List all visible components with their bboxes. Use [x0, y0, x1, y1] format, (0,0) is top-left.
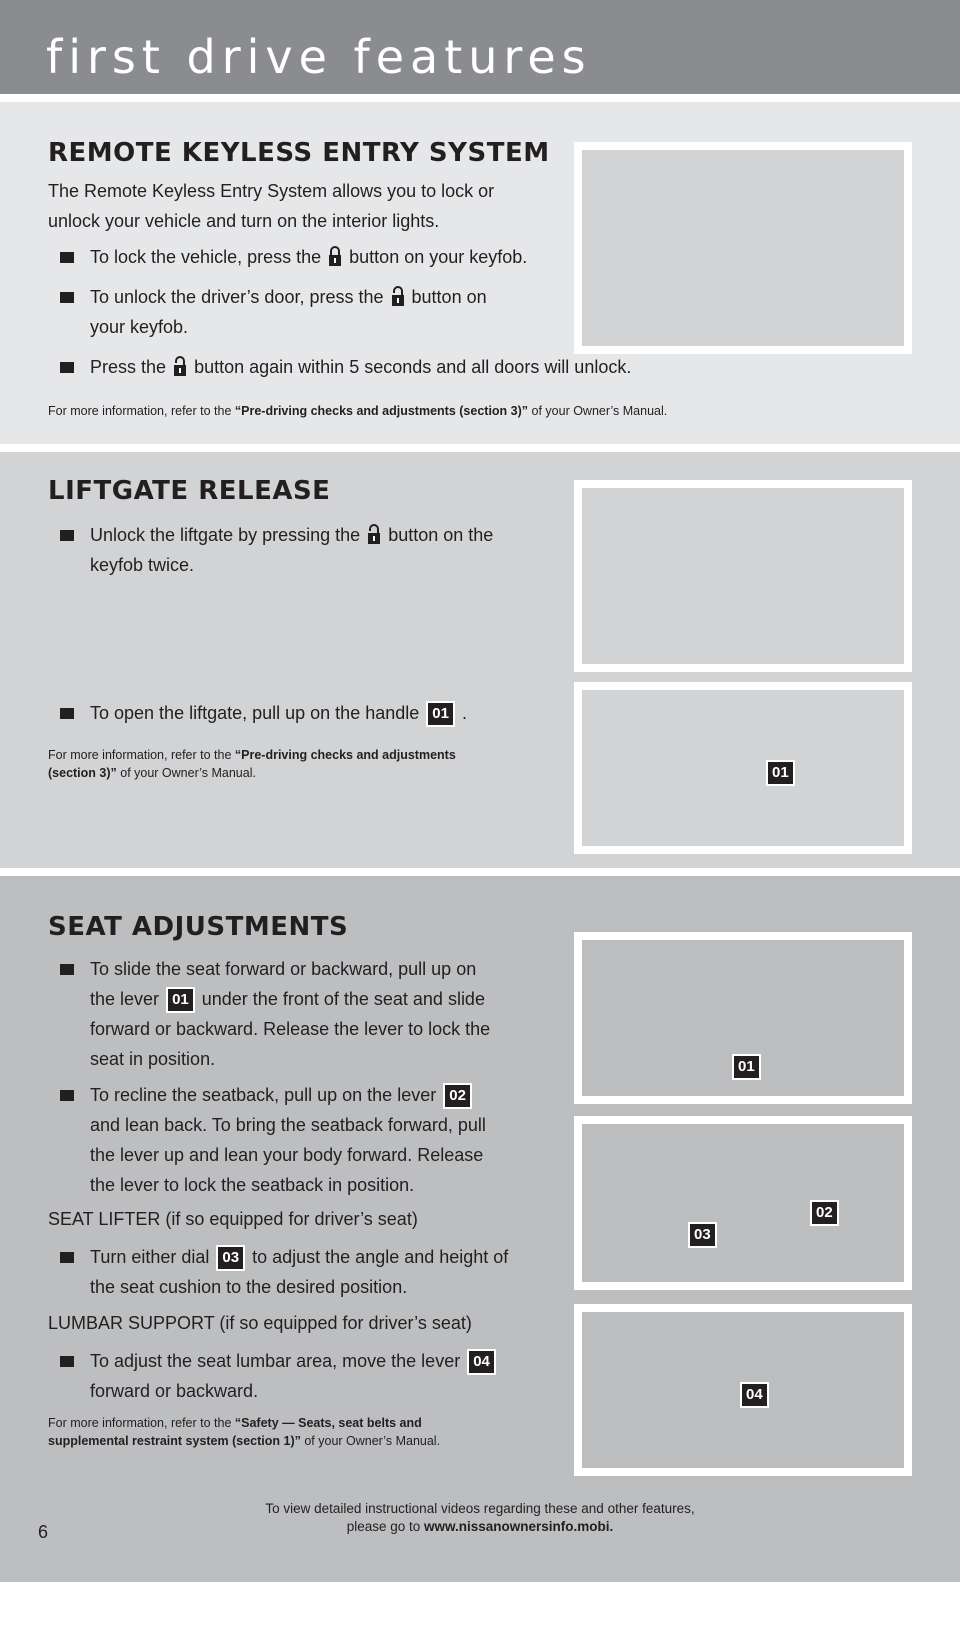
note-manual-section: “Safety — Seats, seat belts and [234, 1416, 422, 1430]
seat-recline-lever-photo [574, 1116, 912, 1290]
keyless-bullet-all-doors [60, 352, 631, 382]
seat-bullet-slide [60, 954, 490, 1074]
callout-badge: 04 [740, 1382, 769, 1408]
bullet-text: button on your keyfob. [349, 247, 528, 267]
page-number: 6 [38, 1522, 49, 1542]
bullet-text: your keyfob. [90, 317, 189, 337]
bullet-text: To open the liftgate, pull up on the handle [90, 703, 420, 723]
seat-lifter-heading: SEAT LIFTER (if so equipped for driver’s seat) [48, 1209, 418, 1229]
callout-badge: 03 [688, 1222, 717, 1248]
keyless-intro-line-2: unlock your vehicle and turn on the interior lights. [48, 211, 440, 231]
liftgate-handle-photo [574, 682, 912, 854]
keyfob-photo [574, 142, 912, 354]
note-text: For more information, refer to the [48, 1416, 232, 1430]
note-manual-section: (section 3)” [48, 766, 117, 780]
bullet-text: forward or backward. [90, 1381, 259, 1401]
bullet-text: To slide the seat forward or backward, pull up on [90, 959, 477, 979]
page-header [0, 0, 960, 94]
bullet-text: the seat cushion to the desired position. [90, 1277, 408, 1297]
note-text: For more information, refer to the [48, 748, 232, 762]
bullet-text: To adjust the seat lumbar area, move the lever [90, 1351, 461, 1371]
note-text: of your Owner’s Manual. [304, 1434, 441, 1448]
section-title-liftgate: LIFTGATE RELEASE [48, 476, 331, 506]
callout-badge: 01 [732, 1054, 761, 1080]
lumbar-support-heading: LUMBAR SUPPORT (if so equipped for driver’s seat) [48, 1313, 472, 1333]
liftgate-reference-note [48, 746, 456, 782]
keyless-bullet-unlock [60, 282, 487, 342]
keyless-bullet-lock [60, 242, 527, 272]
bullet-text: the lever up and lean your body forward. Release [90, 1145, 484, 1165]
bullet-text: button on the [388, 525, 494, 545]
footer-line-1: To view detailed instructional videos regarding these and other features, [265, 1501, 695, 1516]
bullet-text: button on [411, 287, 487, 307]
bullet-text: To unlock the driver’s door, press the [90, 287, 384, 307]
bullet-text: keyfob twice. [90, 555, 195, 575]
bullet-text: button again within 5 seconds and all doors will unlock. [194, 357, 632, 377]
bullet-text: Unlock the liftgate by pressing the [90, 525, 361, 545]
note-manual-section: supplemental restraint system (section 1)” [48, 1434, 301, 1448]
callout-badge: 01 [766, 760, 795, 786]
section-title-keyless: REMOTE KEYLESS ENTRY SYSTEM [48, 138, 550, 168]
callout-badge: 01 [426, 701, 455, 727]
note-manual-section: “Pre-driving checks and adjustments [234, 748, 456, 762]
callout-badge: 01 [166, 987, 195, 1013]
bullet-text: to adjust the angle and height of [252, 1247, 509, 1267]
section-seat-adjustments [0, 876, 960, 1582]
note-manual-section: “Pre-driving checks and adjustments (section 3)” [234, 404, 529, 418]
seat-lumbar-lever-photo [574, 1304, 912, 1476]
note-text: of your Owner’s Manual. [531, 404, 668, 418]
callout-badge: 02 [443, 1083, 472, 1109]
footer-text: please go to [346, 1519, 421, 1534]
bullet-text: Turn either dial [90, 1247, 210, 1267]
seat-bullet-recline [60, 1080, 486, 1200]
seat-bullet-lumbar [60, 1346, 498, 1406]
unlock-icon [391, 285, 405, 307]
bullet-text: To recline the seatback, pull up on the lever [90, 1085, 437, 1105]
seat-bullet-lifter [60, 1242, 508, 1302]
bullet-text: forward or backward. Release the lever to lock the [90, 1019, 491, 1039]
section-remote-keyless-entry [0, 102, 960, 444]
bullet-text: under the front of the seat and slide [201, 989, 485, 1009]
bullet-text: the lever [90, 989, 160, 1009]
lock-icon [328, 245, 342, 267]
bullet-text: Press the [90, 357, 167, 377]
page-title: first drive features [46, 30, 592, 84]
bullet-text: seat in position. [90, 1049, 216, 1069]
bullet-text: To lock the vehicle, press the [90, 247, 322, 267]
bullet-text: . [461, 703, 467, 723]
unlock-icon [367, 523, 381, 545]
callout-badge: 02 [810, 1200, 839, 1226]
note-text: For more information, refer to the [48, 404, 232, 418]
liftgate-keyfob-photo [574, 480, 912, 672]
unlock-icon [173, 355, 187, 377]
website-link[interactable]: www.nissanownersinfo.mobi. [424, 1519, 614, 1534]
seat-slide-lever-photo [574, 932, 912, 1104]
keyless-intro-line-1: The Remote Keyless Entry System allows you to lock or [48, 181, 495, 201]
callout-badge: 03 [216, 1245, 245, 1271]
callout-badge: 04 [467, 1349, 496, 1375]
bullet-text: and lean back. To bring the seatback forward, pull [90, 1115, 486, 1135]
section-title-seat: SEAT ADJUSTMENTS [48, 912, 349, 942]
bullet-text: the lever to lock the seatback in position. [90, 1175, 415, 1195]
seat-reference-note [48, 1414, 440, 1450]
liftgate-bullet-open [60, 698, 467, 728]
note-text: of your Owner’s Manual. [120, 766, 256, 780]
footer-line-2 [0, 1518, 960, 1536]
liftgate-bullet-unlock [60, 520, 493, 580]
section-liftgate-release [0, 452, 960, 868]
keyless-reference-note [48, 402, 667, 420]
